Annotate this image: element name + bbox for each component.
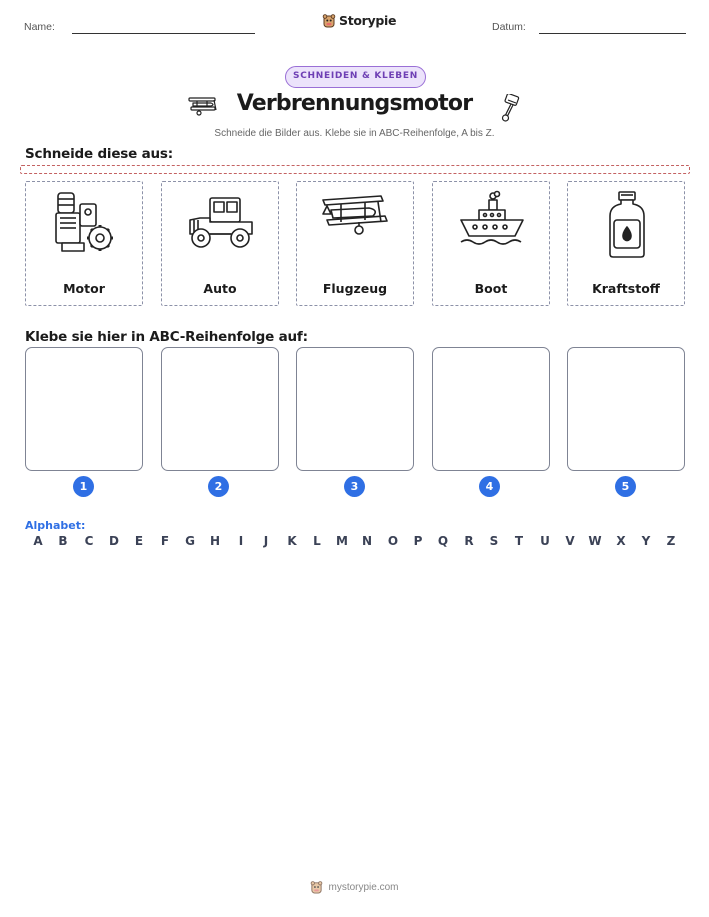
alphabet-letter: N: [361, 534, 373, 548]
cut-label: Kraftstoff: [592, 281, 660, 296]
alphabet-letter: F: [160, 534, 170, 548]
engine-icon: [50, 190, 120, 260]
activity-tag: SCHNEIDEN & KLEBEN: [285, 66, 426, 88]
name-label: Name:: [24, 21, 55, 33]
footer: [0, 880, 709, 894]
alphabet-letter: R: [464, 534, 474, 548]
alphabet-letter: L: [313, 534, 321, 548]
alphabet-letter: X: [616, 534, 626, 548]
alphabet-letter: U: [540, 534, 550, 548]
alphabet-letter: Z: [666, 534, 676, 548]
alphabet-letter: D: [109, 534, 119, 548]
biplane-icon: [321, 190, 391, 260]
number-badge: 1: [73, 476, 94, 497]
page-title: Verbrennungsmotor: [236, 91, 473, 116]
storypie-mascot-icon: [310, 880, 323, 894]
number-badge: 5: [615, 476, 636, 497]
alphabet-label: Alphabet:: [25, 519, 86, 532]
storypie-logo: [322, 13, 396, 28]
footer-url: mystorypie.com: [328, 881, 399, 893]
paste-box-3[interactable]: [296, 347, 414, 471]
cut-section-heading: Schneide diese aus:: [25, 146, 173, 162]
alphabet-letter: W: [588, 534, 602, 548]
instructions: Schneide die Bilder aus. Klebe sie in ABC-Reihenfolge, A bis Z.: [214, 128, 495, 139]
cut-line: [20, 165, 690, 174]
alphabet-row: [25, 534, 685, 550]
paste-box-5[interactable]: [567, 347, 685, 471]
cut-label: Flugzeug: [322, 281, 388, 296]
steamboat-icon: [457, 190, 527, 260]
paste-box-2[interactable]: [161, 347, 279, 471]
alphabet-letter: H: [209, 534, 221, 548]
alphabet-letter: A: [33, 534, 43, 548]
number-badge: 2: [208, 476, 229, 497]
alphabet-letter: J: [263, 534, 269, 548]
alphabet-letter: S: [489, 534, 499, 548]
cut-label: Motor: [63, 281, 105, 296]
cut-label: Boot: [474, 281, 508, 296]
cut-card-boot[interactable]: [432, 181, 550, 306]
alphabet-letter: B: [58, 534, 68, 548]
alphabet-letter: P: [413, 534, 423, 548]
alphabet-letter: Y: [641, 534, 651, 548]
alphabet-letter: C: [84, 534, 94, 548]
piston-icon: [499, 94, 521, 122]
alphabet-letter: M: [336, 534, 348, 548]
alphabet-letter: O: [387, 534, 399, 548]
date-field[interactable]: [539, 33, 686, 34]
cut-label: Auto: [203, 281, 237, 296]
cut-card-motor[interactable]: [25, 181, 143, 306]
number-badge: 3: [344, 476, 365, 497]
storypie-mascot-icon: [322, 13, 336, 28]
paste-box-1[interactable]: [25, 347, 143, 471]
alphabet-letter: V: [565, 534, 575, 548]
alphabet-letter: Q: [437, 534, 449, 548]
alphabet-letter: I: [238, 534, 244, 548]
cut-card-flugzeug[interactable]: [296, 181, 414, 306]
vintage-car-icon: [186, 190, 256, 260]
alphabet-letter: T: [514, 534, 524, 548]
logo-text: Storypie: [339, 13, 397, 28]
date-label: Datum:: [492, 21, 526, 33]
cut-card-auto[interactable]: [161, 181, 279, 306]
alphabet-letter: G: [185, 534, 195, 548]
name-field[interactable]: [72, 33, 255, 34]
alphabet-letter: K: [287, 534, 297, 548]
paste-box-4[interactable]: [432, 347, 550, 471]
fuel-bottle-icon: [592, 190, 662, 260]
paste-section-heading: Klebe sie hier in ABC-Reihenfolge auf:: [25, 329, 308, 345]
alphabet-letter: E: [134, 534, 144, 548]
cut-card-kraftstoff[interactable]: [567, 181, 685, 306]
number-badge: 4: [479, 476, 500, 497]
